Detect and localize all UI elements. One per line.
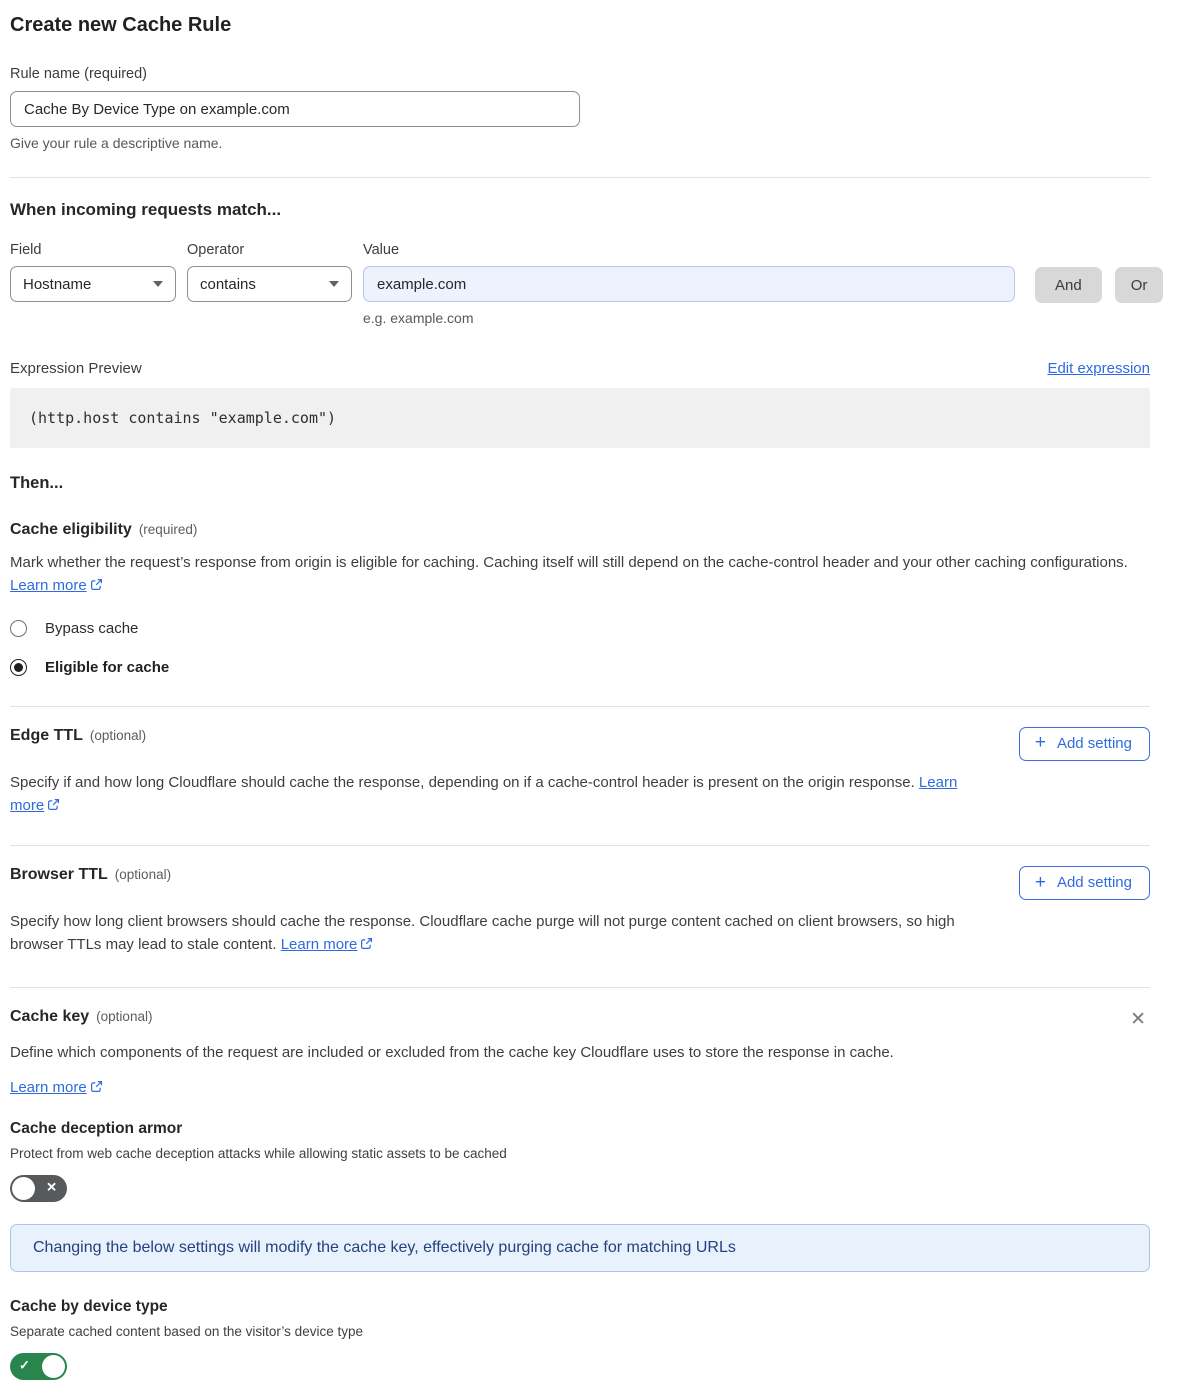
chevron-down-icon bbox=[329, 281, 339, 287]
radio-label: Eligible for cache bbox=[45, 658, 170, 676]
edge-ttl-section bbox=[10, 707, 1150, 818]
match-condition-row bbox=[10, 242, 1150, 326]
learn-more-link[interactable] bbox=[10, 577, 103, 594]
rule-name-input[interactable] bbox=[10, 91, 580, 127]
rule-name-helper: Give your rule a descriptive name. bbox=[10, 135, 223, 151]
operator-select[interactable] bbox=[187, 266, 352, 302]
learn-more-label: Learn more bbox=[10, 773, 958, 814]
cache-deception-armor-group bbox=[10, 1120, 1150, 1202]
browser-ttl-description bbox=[10, 910, 960, 957]
create-cache-rule-page bbox=[10, 14, 1150, 1397]
browser-ttl-add-setting-button[interactable] bbox=[1019, 866, 1150, 900]
field-column bbox=[10, 242, 176, 302]
cache-key-title-row bbox=[10, 1008, 152, 1026]
expression-preview-label: Expression Preview bbox=[10, 360, 142, 377]
cache-key-section bbox=[10, 988, 1150, 1397]
learn-more-link[interactable] bbox=[281, 936, 374, 953]
optional-badge: (optional) bbox=[96, 1008, 153, 1024]
radio-option-eligible-for-cache[interactable] bbox=[10, 659, 1150, 676]
cache-eligibility-description bbox=[10, 551, 1150, 598]
cache-by-device-type-toggle[interactable] bbox=[10, 1353, 67, 1380]
optional-badge: (optional) bbox=[89, 727, 147, 743]
radio-option-bypass-cache[interactable] bbox=[10, 620, 1150, 637]
edit-expression-link[interactable]: Edit expression bbox=[1047, 360, 1150, 377]
operator-label: Operator bbox=[187, 242, 245, 258]
field-select[interactable] bbox=[10, 266, 176, 302]
check-icon: ✓ bbox=[19, 1357, 30, 1373]
browser-ttl-section bbox=[10, 846, 1150, 957]
cache-eligibility-section bbox=[10, 521, 1150, 676]
divider bbox=[10, 177, 1150, 178]
browser-ttl-title: Browser TTL bbox=[10, 866, 108, 883]
then-heading: Then... bbox=[10, 474, 64, 492]
radio-checked-icon[interactable] bbox=[10, 659, 27, 676]
expression-code-block: (http.host contains "example.com") bbox=[10, 388, 1150, 448]
radio-label: Bypass cache bbox=[45, 619, 139, 637]
value-label: Value bbox=[363, 242, 400, 258]
cache-key-title: Cache key bbox=[10, 1007, 90, 1025]
external-link-icon bbox=[90, 578, 103, 591]
add-setting-label: Add setting bbox=[1056, 734, 1132, 752]
value-input[interactable] bbox=[363, 266, 1015, 302]
external-link-icon bbox=[47, 798, 60, 811]
external-link-icon bbox=[360, 937, 373, 950]
plus-icon: + bbox=[1034, 871, 1046, 893]
x-icon: ✕ bbox=[46, 1179, 57, 1195]
edge-ttl-title: Edge TTL bbox=[10, 726, 83, 744]
browser-ttl-title-row bbox=[10, 866, 171, 884]
match-section-heading: When incoming requests match... bbox=[10, 200, 282, 219]
cache-deception-armor-toggle[interactable] bbox=[10, 1175, 67, 1202]
rule-name-group bbox=[10, 65, 1150, 151]
cache-by-device-type-description: Separate cached content based on the visitor’s device type bbox=[10, 1323, 363, 1339]
edge-ttl-description-text: Specify if and how long Cloudflare should cache the response, depending on if a cache-control header is present on the origin response. bbox=[10, 773, 915, 791]
learn-more-link[interactable] bbox=[10, 1079, 103, 1096]
optional-badge: (optional) bbox=[114, 867, 172, 882]
cache-eligibility-description-text: Mark whether the request’s response from origin is eligible for caching. Caching itself will still depend on the cache-control header and your other caching configurations. bbox=[10, 554, 1128, 571]
toggle-knob bbox=[12, 1177, 35, 1200]
cache-eligibility-title: Cache eligibility bbox=[10, 521, 132, 538]
learn-more-label: Learn more bbox=[280, 936, 358, 954]
edge-ttl-add-setting-button[interactable] bbox=[1019, 727, 1150, 761]
browser-ttl-description-text: Specify how long client browsers should cache the response. Cloudflare cache purge will not purge content cached on client browsers, so high browser TTLs may lead to stale content. bbox=[10, 913, 955, 954]
field-label: Field bbox=[10, 242, 42, 258]
learn-more-label: Learn more bbox=[10, 1078, 87, 1096]
cache-eligibility-title-row bbox=[10, 521, 1150, 539]
field-select-value: Hostname bbox=[23, 275, 92, 293]
cache-deception-armor-title: Cache deception armor bbox=[10, 1119, 183, 1137]
learn-more-label: Learn more bbox=[10, 577, 87, 595]
required-badge: (required) bbox=[138, 522, 198, 537]
radio-icon[interactable] bbox=[10, 620, 27, 637]
and-button[interactable]: And bbox=[1035, 267, 1102, 303]
expression-preview-row bbox=[10, 360, 1150, 377]
cache-key-warning-banner: Changing the below settings will modify the cache key, effectively purging cache for matching URLs bbox=[10, 1224, 1150, 1272]
value-helper: e.g. example.com bbox=[363, 310, 474, 326]
add-setting-label: Add setting bbox=[1056, 874, 1132, 891]
operator-column bbox=[187, 242, 352, 302]
browser-ttl-header bbox=[10, 866, 1150, 900]
cache-by-device-type-title: Cache by device type bbox=[10, 1297, 168, 1315]
operator-select-value: contains bbox=[200, 275, 256, 293]
page-title: Create new Cache Rule bbox=[10, 14, 232, 36]
value-column bbox=[363, 242, 1015, 326]
external-link-icon bbox=[90, 1080, 103, 1093]
cache-deception-armor-description: Protect from web cache deception attacks while allowing static assets to be cached bbox=[10, 1145, 507, 1161]
cache-by-device-type-group bbox=[10, 1298, 1150, 1397]
edge-ttl-header bbox=[10, 727, 1150, 761]
close-icon[interactable]: ✕ bbox=[1130, 1008, 1146, 1030]
edge-ttl-description bbox=[10, 771, 960, 818]
cache-key-header bbox=[10, 1008, 1150, 1031]
plus-icon: + bbox=[1034, 732, 1046, 753]
cache-key-description: Define which components of the request are included or excluded from the cache key Cloudflare uses to store the response in cache. bbox=[10, 1043, 894, 1061]
edge-ttl-title-row bbox=[10, 727, 146, 745]
toggle-knob bbox=[42, 1355, 65, 1378]
or-button[interactable]: Or bbox=[1115, 267, 1164, 303]
chevron-down-icon bbox=[153, 281, 163, 287]
rule-name-label: Rule name (required) bbox=[10, 66, 148, 82]
